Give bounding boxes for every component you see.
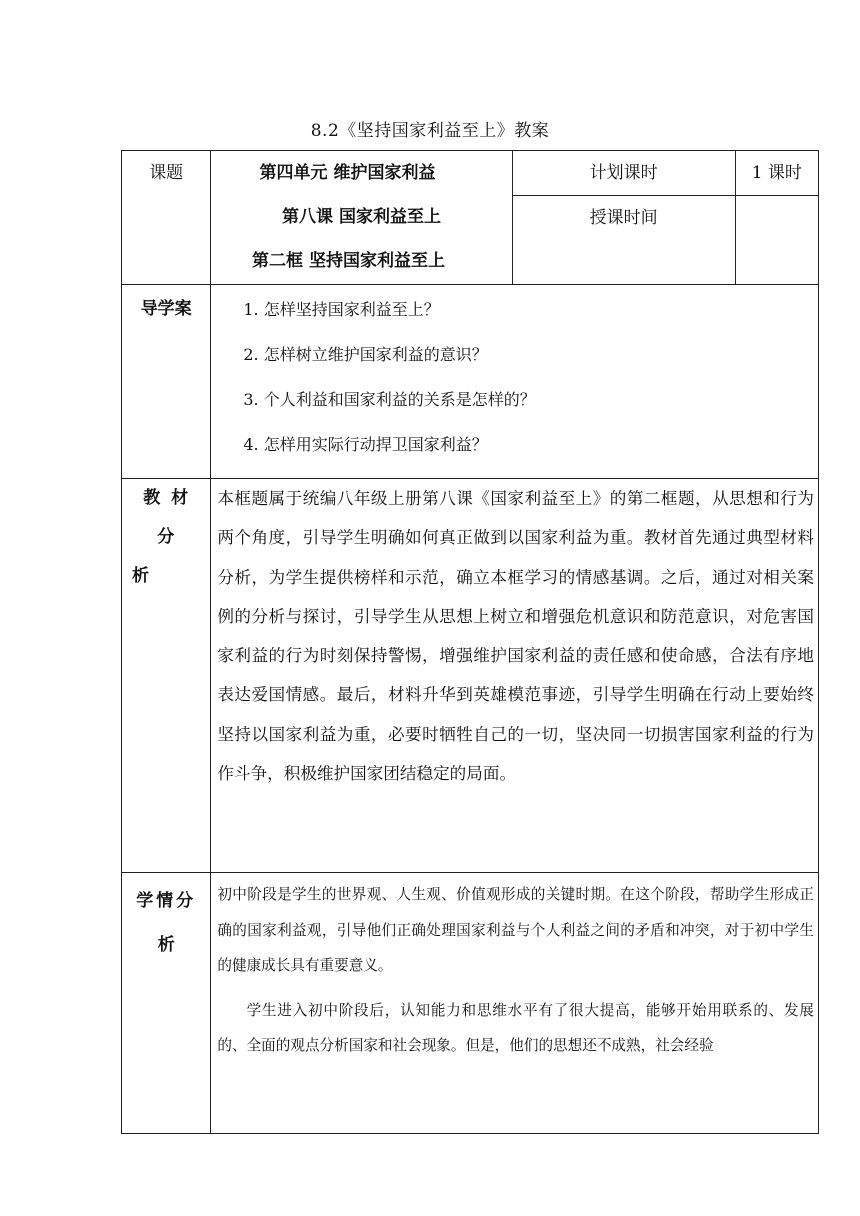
guide-questions	[211, 285, 819, 479]
lesson-line: 第八课 国家利益至上	[282, 207, 441, 227]
textbook-label-line1: 教材分	[143, 488, 200, 547]
document-title: 8.2《坚持国家利益至上》教案	[310, 121, 550, 141]
lesson-title	[211, 151, 511, 283]
student-analysis-row	[122, 873, 819, 1134]
teaching-time-value-cell	[735, 196, 818, 285]
planned-hours-value-cell	[735, 151, 818, 196]
student-label	[122, 873, 210, 967]
textbook-analysis-text: 本框题属于统编八年级上册第八课《国家利益至上》的第二框题，从思想和行为两个角度，引导学生明确如何真正做到以国家利益为重。教材首先通过典型材料分析，为学生提供榜样和示范，确立本框学习的情感基调。之后，通过对相关案例的分析与探讨，引导学生从思想上树立和增强危机意识和防范意识，对危害国家利益的行为时刻保持警惕，增强维护国家利益的责任感和使命感，合法有序地表达爱国情感。最后，材料升华到英雄模范事迹，引导学生明确在行动上要始终坚持以国家利益为重，必要时牺牲自己的一切，坚决同一切损害国家利益的行为作斗争，积极维护国家团结稳定的局面。	[211, 479, 819, 873]
question-item: 2. 怎样树立维护国家利益的意识？	[243, 345, 488, 364]
lesson-plan-table	[121, 150, 819, 1134]
topic-label: 课题	[149, 163, 184, 183]
question-item: 4. 怎样用实际行动捍卫国家利益？	[243, 435, 488, 454]
header-row	[122, 151, 819, 196]
student-label-line1: 学情分	[136, 891, 197, 911]
guide-label: 导学案	[140, 299, 192, 319]
question-item: 1. 怎样坚持国家利益至上？	[243, 300, 440, 319]
textbook-label	[122, 479, 210, 596]
section-line: 第二框 坚持国家利益至上	[252, 251, 445, 271]
textbook-label-line2: 析	[132, 566, 149, 586]
lesson-title-cell	[211, 151, 512, 285]
textbook-label-cell	[122, 479, 211, 873]
student-paragraph-1: 初中阶段是学生的世界观、人生观、价值观形成的关键时期。在这个阶段，帮助学生形成正确的国家利益观，引导他们正确处理国家利益与个人利益之间的矛盾和冲突，对于初中学生的健康成长具有重要意义。	[217, 886, 814, 974]
unit-line: 第四单元 维护国家利益	[259, 163, 436, 183]
guide-row	[122, 285, 819, 479]
question-item: 3. 个人利益和国家利益的关系是怎样的？	[243, 390, 536, 409]
planned-hours-label-cell	[512, 151, 735, 196]
teaching-time-label-cell	[512, 196, 735, 285]
student-label-line2: 析	[157, 935, 175, 955]
planned-hours-label: 计划课时	[589, 163, 658, 183]
student-analysis-text	[211, 873, 819, 1134]
teaching-time-label: 授课时间	[589, 208, 658, 228]
guide-label-cell	[122, 285, 211, 479]
textbook-analysis-row	[122, 479, 819, 873]
student-label-cell	[122, 873, 211, 1134]
student-paragraph-2: 学生进入初中阶段后，认知能力和思维水平有了很大提高，能够开始用联系的、发展的、全面的观点分析国家和社会现象。但是，他们的思想还不成熟，社会经验	[217, 1001, 814, 1054]
planned-hours-value: 1 课时	[751, 163, 802, 183]
